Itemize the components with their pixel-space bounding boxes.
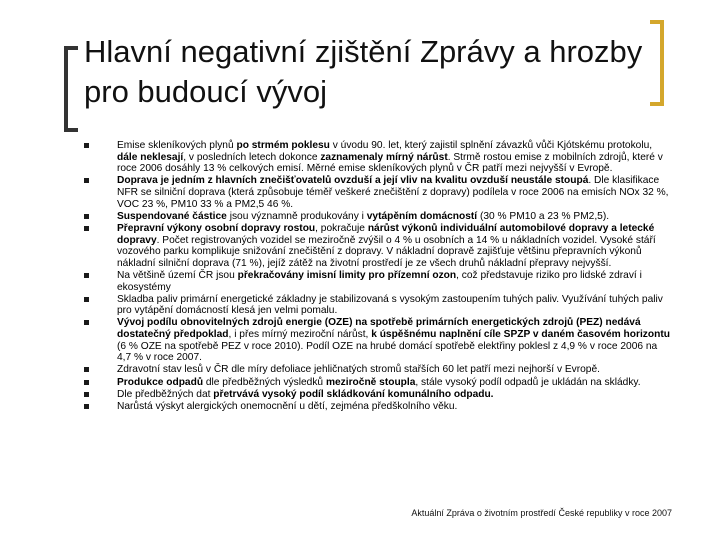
bold-text: dále neklesají xyxy=(117,151,184,163)
list-item xyxy=(84,270,674,293)
bullet-icon xyxy=(84,404,89,409)
bullet-icon xyxy=(84,226,89,231)
item-text: Zdravotní stav lesů v ČR dle míry defoliace jehličnatých stromů stařších 60 let patří mezi nejhorší v Evropě. xyxy=(117,364,600,376)
bold-text: přetrvává vysoký podíl skládkování komunálního odpadu. xyxy=(213,388,494,400)
right-bracket-decoration xyxy=(650,20,664,106)
list-item xyxy=(84,211,674,223)
item-text: , v posledních letech dokonce xyxy=(183,151,321,163)
bold-text: Suspendované částice xyxy=(117,210,227,222)
left-bracket-decoration xyxy=(64,46,78,132)
item-text: Dle předběžných dat xyxy=(117,388,214,400)
list-item xyxy=(84,175,674,210)
list-item xyxy=(84,389,674,401)
bold-text: Vývoj podílu obnovitelných zdrojů energie (OZE) na spotřebě primárních energetických zdrojů (PEZ) nedává dostatečný předpoklad xyxy=(117,317,641,341)
item-text: Emise skleníkových plynů xyxy=(117,140,237,151)
bold-text: nárůst výkonů individuální automobilové dopravy a letecké dopravy xyxy=(117,222,655,246)
bold-text: Produkce odpadů xyxy=(117,376,204,388)
item-text: (6 % OZE na spotřebě PEZ v roce 2010). Podíl OZE na hrubé domácí spotřebě elektřiny poklesl z 4,9 % v roce 2006 na 4,7 % v roce 2007. xyxy=(117,340,658,364)
item-text: (30 % PM10 a 23 % PM2,5). xyxy=(477,210,610,222)
bullet-icon xyxy=(84,297,89,302)
bold-text: Doprava je jedním z hlavních znečišťovatelů ovzduší a její vliv na kvalitu ovzduší neustále stoupá xyxy=(117,175,589,187)
item-text: jsou významně produkovány i xyxy=(226,210,367,222)
slide-title: Hlavní negativní zjištění Zprávy a hrozby pro budoucí vývoj xyxy=(84,34,643,109)
list-item xyxy=(84,140,674,175)
bold-text: zaznamenaly mírný nárůst xyxy=(320,151,448,163)
bullet-icon xyxy=(84,320,89,325)
bullet-icon xyxy=(84,178,89,183)
list-item xyxy=(84,401,674,413)
bold-text: překračovány imisní limity pro přízemní ozon xyxy=(237,269,457,281)
bullet-list xyxy=(84,140,674,413)
item-text: , stále vysoký podíl odpadů je ukládán na skládky. xyxy=(415,376,641,388)
list-item xyxy=(84,377,674,389)
bullet-icon xyxy=(84,367,89,372)
bold-text: vytápěním domácností xyxy=(366,210,478,222)
item-text: . Strmě rostou emise z mobilních zdrojů, které v roce 2006 dosáhly 13 % celkových emisí. Měrné emise skleníkových plynů v ČR patří mezi nejvyšší v Evropě. xyxy=(117,151,663,175)
bullet-icon xyxy=(84,143,89,148)
bold-text: k úspěšnému naplnění cíle SPZP v daném časovém horizontu xyxy=(371,329,670,341)
bold-text: meziročně stoupla xyxy=(325,376,416,388)
bullet-icon xyxy=(84,392,89,397)
bullet-icon xyxy=(84,214,89,219)
bold-text: Přepravní výkony osobní dopravy rostou xyxy=(117,222,316,234)
item-text: Narůstá výskyt alergických onemocnění u dětí, zejména předškolního věku. xyxy=(117,401,458,412)
item-text: v úvodu 90. let, který zajistil splnění závazků vůči Kjótskému protokolu, xyxy=(329,140,653,151)
bold-text: po strmém poklesu xyxy=(236,140,330,151)
bullet-icon xyxy=(84,273,89,278)
item-text: , i přes mírný meziroční nárůst, xyxy=(228,329,372,341)
list-item xyxy=(84,294,674,317)
item-text: , pokračuje xyxy=(315,222,368,234)
list-item xyxy=(84,223,674,269)
item-text: , což představuje riziko pro lidské zdraví i ekosystémy xyxy=(117,269,642,293)
list-item xyxy=(84,364,674,376)
footer-source: Aktuální Zpráva o životním prostředí České republiky v roce 2007 xyxy=(411,508,672,518)
item-text: dle předběžných výsledků xyxy=(203,376,326,388)
item-text: Na většině území ČR jsou xyxy=(117,269,238,281)
bullet-icon xyxy=(84,380,89,385)
item-text: . Počet registrovaných vozidel se meziročně zvýšil o 4 % u osobních a 14 % u nákladních vozidel. Vysoké stáří vozového parku komplikuje snižování znečištění z dopravy. V nákladní dopravě zajišťuje většinu přepravních výkonů nákladní silniční doprava (71 %), jejíž zátěž na životní prostředí je ze všech druhů nákladní přepravy nejvyšší. xyxy=(117,234,656,269)
item-text: Skladba paliv primární energetické základny je stabilizovaná s vysokým zastoupením tuhých paliv. Využívání tuhých paliv pro vytápění domácností klesá jen velmi pomalu. xyxy=(117,293,663,317)
list-item xyxy=(84,317,674,363)
item-text: . Dle klasifikace NFR se silniční doprava (která způsobuje téměř veškeré znečištění z dopravy) podílela v roce 2006 na emisích NOx 32 %, VOC 23 %, PM10 33 % a PM2,5 46 %. xyxy=(117,175,669,210)
